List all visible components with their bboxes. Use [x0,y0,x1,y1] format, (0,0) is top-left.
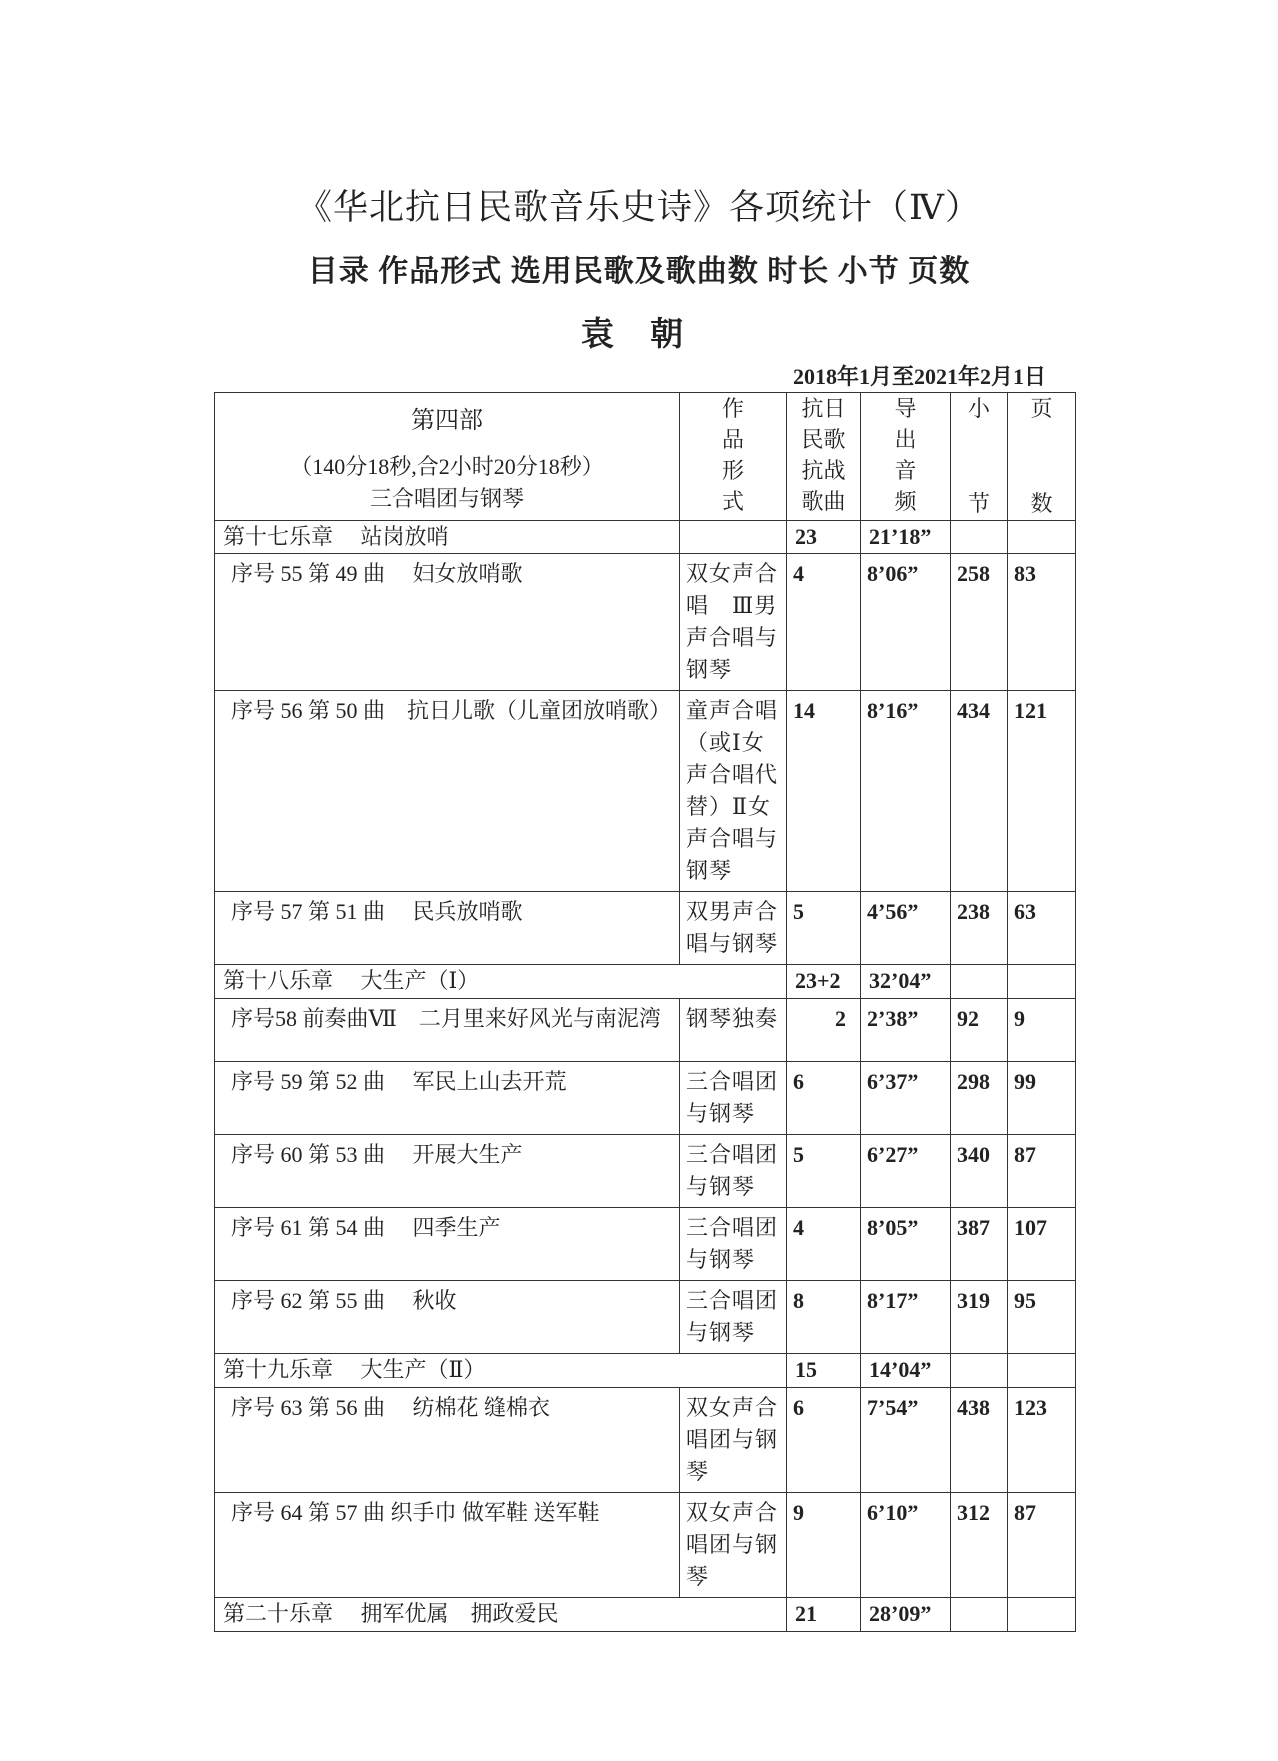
chapter-bars-empty [951,521,1008,554]
table-row [215,554,1076,691]
piece-bars: 319 [951,1281,1008,1354]
col-header-char: 小 [967,396,990,421]
table-row [215,1281,1076,1354]
table-row [215,1388,1076,1493]
col-header-char: 数 [1030,491,1053,516]
piece-songs: 4 [787,554,861,691]
table-row [215,892,1076,965]
piece-title: 序号 55 第 49 曲 妇女放哨歌 [215,554,680,691]
col-header-char: 出 [894,427,917,452]
col-header-char: 导 [894,396,917,421]
chapter-bars-empty [951,1354,1008,1388]
chapter-row [215,1598,1076,1632]
chapter-bars-empty [951,965,1008,999]
col-header-char: 抗日 [801,396,846,421]
piece-form: 双女声合唱团与钢琴 [680,1493,787,1598]
date-range: 2018年1月至2021年2月1日 [792,364,1046,389]
chapter-bars-empty [951,1598,1008,1632]
piece-pages: 107 [1008,1208,1076,1281]
piece-pages: 99 [1008,1062,1076,1135]
piece-form: 三合唱团与钢琴 [680,1135,787,1208]
piece-title: 序号 63 第 56 曲 纺棉花 缝棉衣 [215,1388,680,1493]
piece-bars: 434 [951,691,1008,892]
piece-bars: 340 [951,1135,1008,1208]
piece-songs: 8 [787,1281,861,1354]
document-subtitle: 目录 作品形式 选用民歌及歌曲数 时长 小节 页数 [307,255,971,288]
piece-title: 序号 61 第 54 曲 四季生产 [215,1208,680,1281]
piece-time: 4’56” [861,892,951,965]
col-header-char: 音 [894,458,917,483]
part-ensemble: 三合唱团与钢琴 [369,486,524,511]
col-header-audio [861,393,951,521]
piece-time: 8’05” [861,1208,951,1281]
piece-songs: 5 [787,1135,861,1208]
piece-songs: 9 [787,1493,861,1598]
piece-pages: 63 [1008,892,1076,965]
chapter-row [215,521,1076,554]
chapter-time: 21’18” [861,521,951,554]
col-header-char: 抗战 [801,458,846,483]
piece-pages: 87 [1008,1493,1076,1598]
chapter-title: 第十七乐章 站岗放哨 [215,521,680,554]
author-name: 袁 朝 [580,317,698,353]
col-header-char: 形 [721,458,744,483]
table-row [215,1135,1076,1208]
piece-form: 三合唱团与钢琴 [680,1208,787,1281]
piece-time: 6’10” [861,1493,951,1598]
piece-time: 6’27” [861,1135,951,1208]
chapter-row [215,1354,1076,1388]
piece-pages: 9 [1008,999,1076,1062]
piece-bars: 238 [951,892,1008,965]
col-header-char: 节 [967,491,990,516]
document-title: 《华北抗日民歌音乐史诗》各项统计（Ⅳ） [297,188,981,227]
piece-form: 童声合唱（或Ⅰ女声合唱代替）Ⅱ女声合唱与钢琴 [680,691,787,892]
piece-songs: 4 [787,1208,861,1281]
col-header-char: 作 [721,396,744,421]
chapter-time: 28’09” [861,1598,951,1632]
col-header-char: 民歌 [801,427,846,452]
table-header-row [215,393,1076,521]
piece-form: 双女声合唱 Ⅲ男声合唱与钢琴 [680,554,787,691]
part-title: 第四部 [411,408,483,434]
piece-bars: 92 [951,999,1008,1062]
col-header-char: 频 [894,489,917,514]
chapter-songs: 15 [787,1354,861,1388]
chapter-pages-empty [1008,965,1076,999]
piece-title: 序号58 前奏曲Ⅶ 二月里来好风光与南泥湾 [215,999,680,1062]
piece-time: 6’37” [861,1062,951,1135]
table-row [215,999,1076,1062]
table-row [215,1062,1076,1135]
piece-songs: 6 [787,1062,861,1135]
col-header-char: 页 [1030,396,1053,421]
col-header-pages [1008,393,1076,521]
chapter-pages-empty [1008,521,1076,554]
piece-pages: 95 [1008,1281,1076,1354]
chapter-title: 第十八乐章 大生产（Ⅰ） [215,965,787,999]
chapter-title: 第十九乐章 大生产（Ⅱ） [215,1354,787,1388]
chapter-songs: 23+2 [787,965,861,999]
piece-bars: 438 [951,1388,1008,1493]
piece-title: 序号 56 第 50 曲 抗日儿歌（儿童团放哨歌） [215,691,680,892]
col-header-bars [951,393,1008,521]
part-duration: （140分18秒,合2小时20分18秒） [290,454,604,479]
chapter-pages-empty [1008,1598,1076,1632]
piece-title: 序号 64 第 57 曲 织手巾 做军鞋 送军鞋 [215,1493,680,1598]
table-row [215,691,1076,892]
piece-pages: 87 [1008,1135,1076,1208]
piece-title: 序号 57 第 51 曲 民兵放哨歌 [215,892,680,965]
piece-bars: 312 [951,1493,1008,1598]
chapter-row [215,965,1076,999]
piece-songs: 14 [787,691,861,892]
col-header-char: 式 [721,489,744,514]
piece-time: 8’17” [861,1281,951,1354]
piece-time: 8’16” [861,691,951,892]
piece-pages: 83 [1008,554,1076,691]
piece-form: 三合唱团与钢琴 [680,1062,787,1135]
chapter-time: 32’04” [861,965,951,999]
piece-title: 序号 59 第 52 曲 军民上山去开荒 [215,1062,680,1135]
col-header-char: 歌曲 [801,489,846,514]
piece-pages: 121 [1008,691,1076,892]
chapter-title: 第二十乐章 拥军优属 拥政爱民 [215,1598,787,1632]
piece-pages: 123 [1008,1388,1076,1493]
piece-bars: 387 [951,1208,1008,1281]
statistics-table [214,392,1076,1632]
chapter-songs: 21 [787,1598,861,1632]
piece-bars: 298 [951,1062,1008,1135]
table-row [215,1493,1076,1598]
piece-title: 序号 62 第 55 曲 秋收 [215,1281,680,1354]
col-header-form [680,393,787,521]
piece-time: 7’54” [861,1388,951,1493]
part-header-cell [215,393,680,521]
chapter-form-empty [680,521,787,554]
chapter-songs: 23 [787,521,861,554]
chapter-time: 14’04” [861,1354,951,1388]
piece-bars: 258 [951,554,1008,691]
piece-title: 序号 60 第 53 曲 开展大生产 [215,1135,680,1208]
chapter-pages-empty [1008,1354,1076,1388]
piece-songs: 6 [787,1388,861,1493]
piece-form: 双女声合唱团与钢琴 [680,1388,787,1493]
table-row [215,1208,1076,1281]
piece-songs: 5 [787,892,861,965]
piece-songs: 2 [787,999,861,1062]
piece-form: 三合唱团与钢琴 [680,1281,787,1354]
piece-time: 2’38” [861,999,951,1062]
piece-form: 双男声合唱与钢琴 [680,892,787,965]
col-header-songs [787,393,861,521]
col-header-char: 品 [721,427,744,452]
piece-form: 钢琴独奏 [680,999,787,1062]
piece-time: 8’06” [861,554,951,691]
